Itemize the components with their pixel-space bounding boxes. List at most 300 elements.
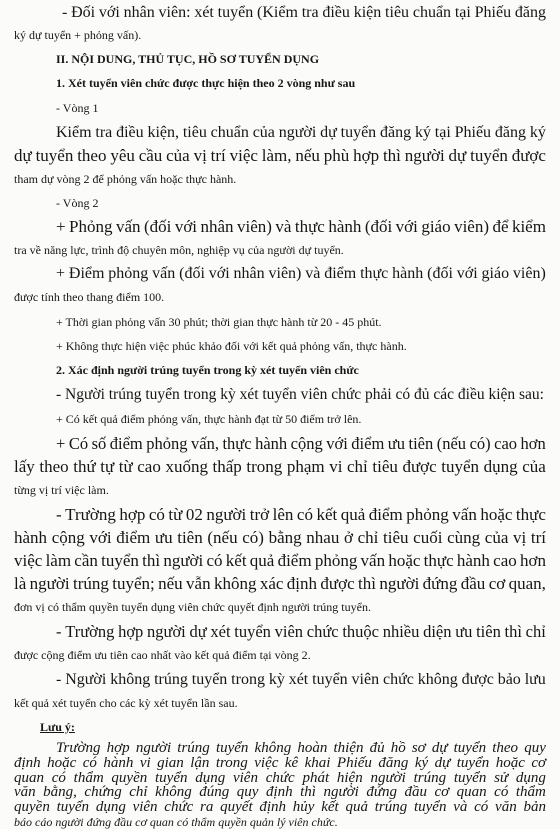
word: đủ — [369, 740, 385, 756]
word: ký — [414, 755, 429, 771]
word: Kiểm — [56, 124, 92, 141]
word: cùng — [447, 528, 481, 547]
word: phỏng — [314, 551, 358, 570]
word: tiêu — [182, 124, 207, 141]
word: việc — [254, 755, 279, 771]
word: phỏng — [108, 265, 149, 282]
word: ký — [414, 124, 431, 141]
word: Trường — [56, 740, 101, 756]
para-line — [56, 621, 546, 643]
word: được — [320, 574, 355, 593]
word: (đối — [143, 217, 172, 236]
word: kiểm — [511, 217, 546, 236]
word: hành — [255, 434, 288, 453]
word: viên — [274, 622, 304, 641]
para-line: + Thời gian phỏng vấn 30 phút; thời gian thực hành từ 20 - 45 phút. — [56, 315, 382, 329]
word: được — [402, 457, 437, 476]
word: quan — [14, 770, 44, 786]
word: nếu — [295, 146, 320, 165]
word: thực — [423, 551, 454, 570]
word: (nếu — [207, 528, 238, 547]
word: dụng — [95, 799, 126, 815]
word: thực — [222, 434, 252, 453]
word: chứng — [84, 784, 122, 800]
word: người — [206, 505, 247, 524]
word: kê — [284, 755, 299, 771]
word: quả — [340, 505, 366, 524]
word: xét — [288, 671, 309, 688]
word: + — [56, 434, 66, 453]
para-line: từng vị trí việc làm. — [14, 483, 109, 497]
word: quy — [236, 784, 259, 800]
word: hành — [456, 551, 490, 570]
word: có — [51, 770, 66, 786]
word: viên) — [454, 217, 489, 236]
word: viên: — [158, 4, 191, 21]
word: không — [110, 671, 151, 688]
word: chuẩn — [412, 4, 452, 21]
word: hành — [14, 528, 48, 547]
word: điểm — [368, 505, 403, 524]
para-line: - Vòng 2 — [56, 196, 99, 210]
word: xuống — [165, 457, 208, 476]
word: thấp — [212, 457, 242, 476]
word: đứng — [366, 784, 397, 800]
word: cầu — [138, 146, 163, 165]
word: quan — [456, 784, 487, 800]
word: kỳ — [220, 386, 236, 403]
word: được — [511, 146, 546, 165]
word: cơ — [531, 755, 546, 771]
word: đăng — [494, 124, 526, 141]
word: hành — [392, 265, 424, 282]
word: có — [474, 799, 489, 815]
word: việc — [14, 551, 43, 570]
word: định — [259, 799, 287, 815]
word: quả — [345, 799, 368, 815]
word: người — [147, 622, 186, 641]
word: bản — [523, 799, 546, 815]
word: điểm — [109, 434, 143, 453]
word: hành — [328, 217, 362, 236]
word: phạm — [286, 457, 325, 476]
word: vị — [193, 146, 207, 165]
word: hồ — [390, 740, 406, 756]
word: số — [91, 434, 107, 453]
note-line — [14, 756, 546, 770]
word: viên — [232, 770, 258, 786]
word: không — [213, 574, 257, 593]
word: Có — [68, 434, 89, 453]
word: xét — [239, 386, 259, 403]
note-line — [56, 741, 546, 755]
word: xét — [210, 622, 231, 641]
word: kiện, — [147, 124, 179, 141]
para-line: + Không thực hiện việc phúc khảo đối với kết quả phỏng vấn, thực hành. — [56, 339, 407, 353]
word: trong — [246, 457, 283, 476]
word: xét — [194, 4, 214, 21]
word: chỉ — [357, 528, 379, 547]
word: người — [370, 770, 406, 786]
word: phát — [302, 770, 330, 786]
word: nếu — [158, 574, 183, 593]
word: trí — [530, 528, 546, 547]
word: vấn, — [191, 434, 219, 453]
word: nhau — [306, 528, 340, 547]
word: tuyển — [340, 124, 377, 141]
word: vi — [329, 457, 343, 476]
word: tự — [100, 457, 115, 476]
word: đăng — [380, 124, 412, 141]
word: thứ — [73, 457, 96, 476]
word: Điểm — [68, 265, 105, 282]
word: với — [89, 528, 112, 547]
note-label: Lưu ý: — [40, 720, 75, 734]
word: vấn — [152, 265, 176, 282]
word: với — [174, 217, 198, 236]
word: trúng — [72, 574, 109, 593]
para-line — [14, 550, 546, 572]
word: người — [404, 146, 445, 165]
word: trúng — [177, 740, 210, 756]
para-line: tham dự vòng 2 để phỏng vấn hoặc thực hành. — [14, 172, 237, 186]
subsection-heading: 2. Xác định người trúng tuyển trong kỳ xét tuyển viên chức — [56, 363, 359, 377]
word: cao — [494, 434, 518, 453]
word: đăng — [378, 755, 409, 771]
note-line — [14, 800, 546, 814]
word: và — [453, 799, 468, 815]
word: kết — [316, 505, 338, 524]
word: chức — [164, 799, 194, 815]
word: hợp — [118, 622, 144, 641]
word: phỏng — [406, 505, 449, 524]
word: trí — [210, 146, 226, 165]
word: viên — [300, 386, 328, 403]
word: người — [278, 124, 317, 141]
word: điểm — [351, 434, 385, 453]
word: viên) — [512, 265, 546, 282]
para-line — [56, 669, 546, 691]
word: cơ — [488, 574, 506, 593]
word: và — [275, 217, 292, 236]
word: trong — [231, 671, 265, 688]
word: không — [254, 740, 292, 756]
word: quy — [524, 740, 546, 756]
para-line: kết quả xét tuyển cho các kỳ xét tuyển lần sau. — [14, 696, 238, 710]
word: tuyển — [312, 671, 348, 688]
word: thì — [300, 784, 316, 800]
word: tuyển — [155, 770, 188, 786]
para-line: tra về năng lực, trình độ chuyên môn, nghiệp vụ của người dự tuyển. — [14, 243, 344, 257]
word: trúng — [154, 671, 188, 688]
word: quan, — [508, 574, 546, 593]
word: phỏng — [146, 434, 188, 453]
para-line — [56, 504, 546, 526]
word: tuyển — [215, 740, 249, 756]
word: sử — [494, 770, 509, 786]
word: điểm — [277, 551, 312, 570]
word: hiện — [336, 770, 363, 786]
word: Người — [65, 386, 105, 403]
word: đầu — [460, 574, 486, 593]
word: hoàn — [297, 740, 328, 756]
word: dụng — [515, 770, 546, 786]
word: vi — [139, 755, 151, 771]
word: đúng — [199, 784, 230, 800]
word: trúng — [374, 799, 408, 815]
word: - — [62, 4, 68, 21]
word: làm, — [261, 146, 292, 165]
word: có — [206, 551, 223, 570]
word: đủ — [414, 386, 430, 403]
word: vị — [513, 528, 527, 547]
word: người — [163, 551, 204, 570]
para-line: + Có kết quả điểm phỏng vấn, thực hành đạt từ 50 điểm trở lên. — [56, 412, 362, 426]
word: cộng — [290, 434, 323, 453]
word: định — [286, 574, 318, 593]
word: điều — [322, 4, 350, 21]
word: hợp — [353, 146, 380, 165]
word: lấy — [14, 457, 35, 476]
section-heading: II. NỘI DUNG, THỦ TỤC, HỒ SƠ TUYỂN DỤNG — [56, 52, 320, 66]
word: tuyển — [191, 671, 228, 688]
word: Phỏng — [69, 217, 113, 236]
word: định — [265, 784, 293, 800]
word: nhân — [123, 4, 155, 21]
subsection-heading: 1. Xét tuyển viên chức được thực hiện theo 2 vòng như sau — [56, 76, 356, 90]
word: thực — [294, 217, 325, 236]
word: chỉ — [129, 784, 148, 800]
word: bằng — [268, 528, 302, 547]
word: hoặc — [495, 755, 525, 771]
word: (đối — [364, 217, 393, 236]
word: bằng, — [43, 784, 77, 800]
word: đầu — [404, 784, 427, 800]
word: vấn — [360, 551, 386, 570]
word: sơ — [411, 740, 426, 756]
word: cuối — [413, 528, 443, 547]
word: hợp — [119, 505, 146, 524]
para-line: ký dự tuyển + phỏng vấn). — [14, 28, 142, 42]
word: dự — [448, 146, 467, 165]
word: tiên — [476, 622, 501, 641]
word: chuẩn — [210, 124, 249, 141]
word: chỉ — [347, 457, 368, 476]
word: hoặc — [47, 755, 77, 771]
word: kiện — [488, 386, 516, 403]
word: quyền — [14, 799, 50, 815]
word: Trường — [65, 505, 116, 524]
word: điểm — [324, 265, 357, 282]
word: ở — [343, 528, 353, 547]
word: Đối — [71, 4, 96, 21]
word: tiên — [177, 528, 203, 547]
word: cộng — [51, 528, 85, 547]
word: trở — [249, 505, 270, 524]
word: có — [494, 784, 509, 800]
word: thuộc — [342, 622, 379, 641]
word: điểm — [116, 528, 151, 547]
para-line — [14, 145, 546, 167]
word: với — [395, 217, 418, 236]
word: cơ — [434, 784, 450, 800]
word: theo — [39, 457, 69, 476]
word: yêu — [110, 146, 135, 165]
para-line: được tính theo thang điểm 100. — [14, 290, 165, 304]
word: hợp — [106, 740, 130, 756]
word: bảo — [497, 671, 521, 688]
word: Phiếu — [454, 124, 492, 141]
para-line: được cộng điểm ưu tiên cao nhất vào kết quả điểm tại vòng 2. — [14, 648, 311, 662]
word: theo — [492, 740, 519, 756]
word: viên) — [268, 265, 302, 282]
word: - — [56, 671, 62, 688]
word: người — [379, 574, 420, 593]
word: trong — [215, 755, 248, 771]
word: và — [305, 265, 321, 282]
word: viên — [351, 671, 380, 688]
word: được — [461, 671, 494, 688]
word: thẩm — [515, 784, 546, 800]
word: hơn — [519, 551, 546, 570]
word: (nếu — [436, 434, 467, 453]
word: hoặc — [388, 551, 421, 570]
word: nhân — [233, 265, 265, 282]
word: hơn — [520, 434, 546, 453]
word: ưu — [455, 622, 473, 641]
word: tuyển — [413, 799, 447, 815]
word: lưu — [524, 671, 546, 688]
word: lận — [190, 755, 210, 771]
word: của — [166, 146, 190, 165]
word: trúng — [108, 386, 142, 403]
word: lên — [272, 505, 294, 524]
word: điều — [457, 386, 485, 403]
word: văn — [495, 799, 517, 815]
word: thiện — [333, 740, 364, 756]
word: kết — [321, 799, 339, 815]
word: hành — [103, 755, 134, 771]
word: giáo — [421, 217, 451, 236]
word: (đối — [427, 265, 453, 282]
word: thì — [504, 622, 522, 641]
para-line — [56, 216, 546, 238]
word: tuyển — [101, 551, 139, 570]
word: tuyển — [217, 4, 254, 21]
word: tuyển; — [112, 574, 155, 593]
para-line — [56, 433, 546, 455]
word: tuyển — [234, 622, 271, 641]
word: chỉ — [525, 622, 546, 641]
word: người — [323, 784, 359, 800]
word: với — [208, 265, 230, 282]
word: đăng — [514, 4, 546, 21]
note-line: báo cáo người đứng đầu cơ quan có thẩm quyền quản lý viên chức. — [14, 815, 338, 829]
word: dự — [431, 740, 448, 756]
word: có — [296, 505, 313, 524]
para-line: đơn vị có thẩm quyền tuyển dụng viên chức quyết định người trúng tuyển. — [14, 600, 371, 614]
para-line — [14, 573, 546, 595]
word: tiêu — [383, 528, 409, 547]
word: của — [252, 124, 275, 141]
word: Phiếu — [474, 4, 512, 21]
word: thực — [515, 505, 546, 524]
word: ký — [529, 124, 546, 141]
word: tuyển — [145, 386, 180, 403]
word: các — [433, 386, 455, 403]
word: diện — [423, 622, 452, 641]
word: để — [492, 217, 509, 236]
word: không — [417, 671, 458, 688]
word: dự — [189, 622, 207, 641]
word: văn — [14, 784, 36, 800]
note-line — [14, 771, 546, 785]
word: từ — [118, 457, 133, 476]
word: (đối — [179, 265, 205, 282]
word: tuyển — [453, 740, 487, 756]
word: tiêu — [372, 457, 398, 476]
word: nhân — [200, 217, 234, 236]
word: - — [56, 505, 62, 524]
word: kết — [225, 551, 247, 570]
word: người — [29, 574, 70, 593]
word: có — [148, 505, 165, 524]
word: + — [56, 265, 66, 282]
word: việc — [229, 146, 258, 165]
para-line — [56, 263, 546, 285]
word: theo — [77, 146, 107, 165]
word: có) — [242, 528, 264, 547]
word: xác — [259, 574, 284, 593]
word: tra — [301, 4, 319, 21]
word: không — [155, 784, 192, 800]
word: phù — [323, 146, 350, 165]
word: quả — [249, 551, 275, 570]
word: của — [522, 457, 546, 476]
word: với — [326, 434, 348, 453]
word: tuyển — [56, 799, 90, 815]
word: là — [14, 574, 27, 593]
word: thì — [358, 574, 376, 593]
word: dụng — [195, 770, 226, 786]
para-line — [62, 2, 546, 24]
word: kiện — [353, 4, 382, 21]
word: hoặc — [480, 505, 513, 524]
word: quyền — [111, 770, 148, 786]
word: 02 — [185, 505, 203, 524]
word: chức — [331, 386, 362, 403]
word: thực — [360, 265, 389, 282]
word: cao — [137, 457, 161, 476]
word: vấn — [115, 217, 141, 236]
word: tuyển — [453, 770, 487, 786]
word: với — [456, 265, 478, 282]
word: tuyển — [35, 146, 74, 165]
para-line — [56, 384, 544, 406]
word: chức — [306, 622, 339, 641]
word: ưu — [154, 528, 173, 547]
word: vẫn — [186, 574, 211, 593]
word: sau: — [518, 386, 544, 403]
para-line — [14, 456, 546, 478]
word: với — [98, 4, 120, 21]
word: có) — [469, 434, 491, 453]
word: dự — [434, 755, 451, 771]
note-line — [14, 785, 546, 799]
word: quyết — [220, 799, 253, 815]
word: + — [56, 217, 66, 236]
word: Người — [65, 671, 107, 688]
